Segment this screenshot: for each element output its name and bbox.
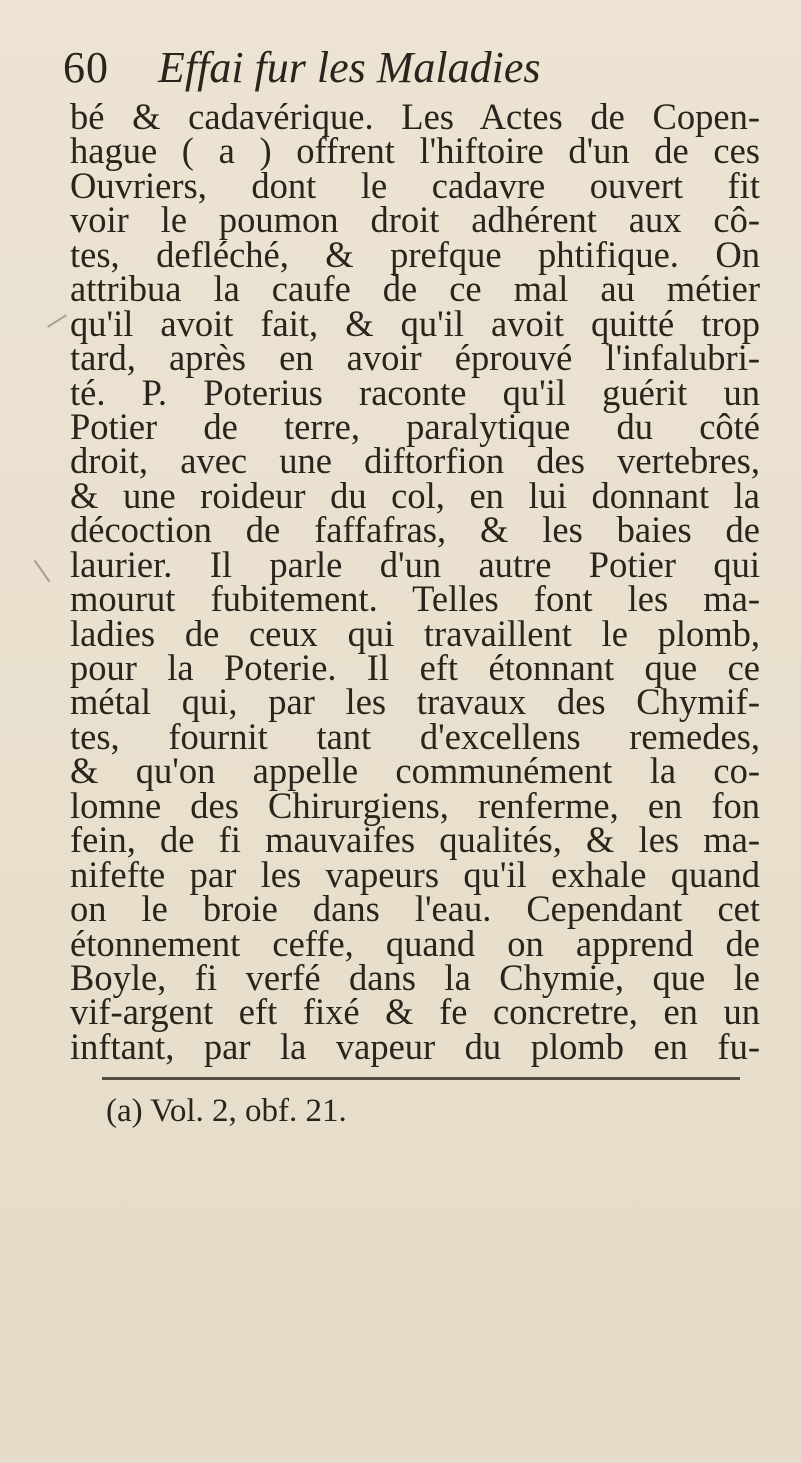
text-line: métal qui, par les travaux des Chymif-: [70, 681, 760, 723]
text-line: lomne des Chirurgiens, renferme, en fon: [70, 784, 760, 826]
text-line: fein, de fi mauvaifes qualités, & les ma-: [70, 819, 760, 861]
text-line: Ouvriers, dont le cadavre ouvert fit: [70, 164, 760, 206]
text-line: tard, après en avoir éprouvé l'infalubri-: [70, 337, 760, 379]
page-number: 60: [63, 43, 109, 92]
text-line: inftant, par la vapeur du plomb en fu-: [70, 1025, 760, 1067]
text-line: tes, fournit tant d'excellens remedes,: [70, 715, 760, 757]
footnote: (a) Vol. 2, obf. 21.: [106, 1093, 347, 1129]
text-line: laurier. Il parle d'un autre Potier qui: [70, 543, 760, 585]
text-line: qu'il avoit fait, & qu'il avoit quitté trop: [70, 302, 760, 344]
text-line: vif-argent eft fixé & fe concretre, en un: [70, 991, 760, 1033]
text-line: & qu'on appelle communément la co-: [70, 750, 760, 792]
footnote-rule: [102, 1077, 740, 1080]
text-line: droit, avec une diftorfion des vertebres,: [70, 440, 760, 482]
text-line: bé & cadavérique. Les Actes de Copen-: [70, 96, 760, 137]
running-title: Effai fur les Maladies: [158, 43, 541, 92]
text-line: té. P. Poterius raconte qu'il guérit un: [70, 371, 760, 413]
text-line: mourut fubitement. Telles font les ma-: [70, 578, 760, 620]
margin-pencil-mark: [34, 560, 51, 582]
text-line: voir le poumon droit adhérent aux cô-: [70, 199, 760, 241]
text-line: & une roideur du col, en lui donnant la: [70, 474, 760, 516]
text-line: tes, defléché, & prefque phtifique. On: [70, 233, 760, 275]
text-line: Boyle, fi verfé dans la Chymie, que le: [70, 956, 760, 998]
text-line: étonnement ceffe, quand on apprend de: [70, 922, 760, 964]
text-line: Potier de terre, paralytique du côté: [70, 405, 760, 447]
running-header: [63, 40, 743, 96]
text-line: pour la Poterie. Il eft étonnant que ce: [70, 647, 760, 688]
text-line: attribua la caufe de ce mal au métier: [70, 268, 760, 310]
text-line: décoction de faffafras, & les baies de: [70, 509, 760, 551]
text-line: hague ( a ) offrent l'hiftoire d'un de ces: [70, 130, 760, 172]
text-line: on le broie dans l'eau. Cependant cet: [70, 888, 760, 930]
body-text: [70, 96, 760, 1067]
margin-pencil-mark: [47, 314, 67, 327]
text-line: ladies de ceux qui travaillent le plomb,: [70, 612, 760, 654]
text-line: nifefte par les vapeurs qu'il exhale quand: [70, 853, 760, 895]
